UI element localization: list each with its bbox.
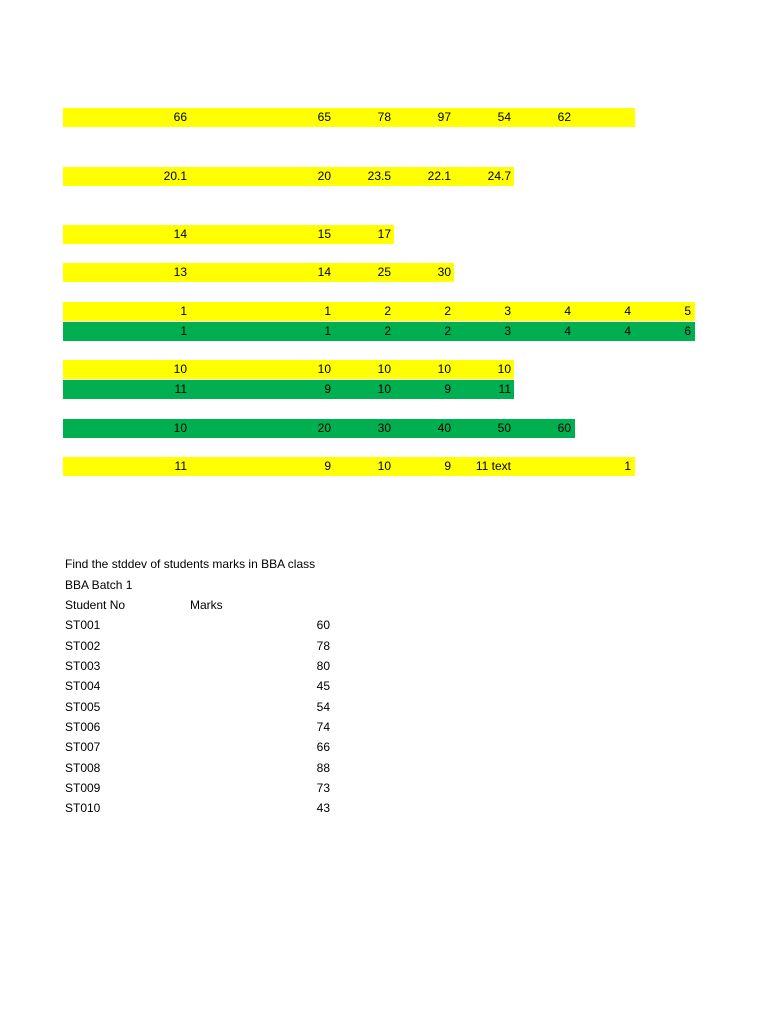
student-mark[interactable]: 78 [316, 639, 330, 653]
cell[interactable]: 1 [624, 459, 631, 473]
cell[interactable]: 10 [377, 362, 391, 376]
cell[interactable]: 9 [444, 459, 451, 473]
student-id[interactable]: ST002 [65, 639, 101, 653]
cell[interactable]: 11 [498, 382, 511, 396]
cell[interactable]: 60 [557, 421, 571, 435]
cell[interactable]: 4 [624, 324, 631, 338]
data-row-7 [63, 360, 514, 379]
data-row-5 [63, 302, 695, 321]
cell[interactable]: 66 [173, 110, 187, 124]
data-row-6 [63, 322, 695, 341]
student-mark[interactable]: 88 [316, 761, 330, 775]
data-row-4 [63, 263, 454, 282]
cell[interactable]: 20 [317, 421, 331, 435]
cell[interactable]: 20 [317, 169, 331, 183]
cell[interactable]: 9 [324, 459, 331, 473]
cell[interactable]: 30 [377, 421, 391, 435]
data-row-10 [63, 457, 635, 476]
cell[interactable]: 10 [497, 362, 511, 376]
cell[interactable]: 10 [173, 421, 187, 435]
student-id[interactable]: ST009 [65, 781, 101, 795]
cell[interactable]: 15 [317, 227, 331, 241]
data-row-2 [63, 167, 514, 186]
student-mark[interactable]: 54 [316, 700, 330, 714]
cell[interactable]: 20.1 [163, 169, 187, 183]
cell[interactable]: 1 [324, 324, 331, 338]
cell[interactable]: 1 [180, 324, 187, 338]
cell[interactable]: 4 [624, 304, 631, 318]
cell[interactable]: 65 [317, 110, 331, 124]
cell[interactable]: 11 [174, 459, 187, 473]
cell[interactable]: 2 [444, 304, 451, 318]
student-id[interactable]: ST001 [65, 618, 101, 632]
cell[interactable]: 2 [384, 304, 391, 318]
data-row-8 [63, 380, 514, 399]
cell[interactable]: 10 [377, 459, 391, 473]
student-id[interactable]: ST008 [65, 761, 101, 775]
batch-label: BBA Batch 1 [65, 578, 133, 592]
cell[interactable]: 9 [444, 382, 451, 396]
section-title: Find the stddev of students marks in BBA class [65, 557, 316, 571]
cell[interactable]: 25 [377, 265, 391, 279]
cell[interactable]: 50 [497, 421, 511, 435]
student-id[interactable]: ST003 [65, 659, 101, 673]
data-row-9 [63, 419, 575, 438]
cell[interactable]: 2 [384, 324, 391, 338]
cell[interactable]: 11 [174, 382, 187, 396]
cell[interactable]: 10 [377, 382, 391, 396]
student-mark[interactable]: 60 [316, 618, 330, 632]
cell[interactable]: 97 [437, 110, 451, 124]
student-mark[interactable]: 73 [316, 781, 330, 795]
cell[interactable]: 78 [377, 110, 391, 124]
cell[interactable]: 10 [317, 362, 331, 376]
cell[interactable]: 3 [504, 324, 511, 338]
student-mark[interactable]: 43 [316, 801, 330, 815]
student-id[interactable]: ST010 [65, 801, 101, 815]
cell[interactable]: 14 [173, 227, 187, 241]
student-mark[interactable]: 80 [316, 659, 330, 673]
cell[interactable]: 1 [324, 304, 331, 318]
student-id[interactable]: ST005 [65, 700, 101, 714]
cell[interactable]: 6 [684, 324, 691, 338]
cell[interactable]: 10 [437, 362, 451, 376]
student-id[interactable]: ST007 [65, 740, 101, 754]
cell[interactable]: 62 [557, 110, 571, 124]
cell[interactable]: 24.7 [487, 169, 511, 183]
cell[interactable]: 22.1 [427, 169, 451, 183]
cell[interactable]: 5 [684, 304, 691, 318]
student-mark[interactable]: 45 [316, 679, 330, 693]
student-no-header: Student No [65, 598, 126, 612]
data-row-1 [63, 108, 635, 127]
marks-header: Marks [190, 598, 223, 612]
cell[interactable]: 1 [180, 304, 187, 318]
student-id[interactable]: ST006 [65, 720, 101, 734]
cell[interactable]: 3 [504, 304, 511, 318]
student-mark[interactable]: 74 [316, 720, 330, 734]
cell[interactable]: 2 [444, 324, 451, 338]
cell[interactable]: 23.5 [367, 169, 391, 183]
cell[interactable]: 17 [377, 227, 391, 241]
student-mark[interactable]: 66 [316, 740, 330, 754]
cell[interactable]: 10 [173, 362, 187, 376]
cell[interactable]: 54 [497, 110, 511, 124]
cell[interactable]: 9 [324, 382, 331, 396]
cell[interactable]: 13 [173, 265, 187, 279]
cell[interactable]: 14 [317, 265, 331, 279]
cell[interactable]: 4 [564, 304, 571, 318]
student-id[interactable]: ST004 [65, 679, 101, 693]
data-row-3 [63, 225, 394, 244]
cell[interactable]: 30 [437, 265, 451, 279]
cell[interactable]: 4 [564, 324, 571, 338]
cell[interactable]: 11 text [475, 459, 511, 473]
cell[interactable]: 40 [437, 421, 451, 435]
